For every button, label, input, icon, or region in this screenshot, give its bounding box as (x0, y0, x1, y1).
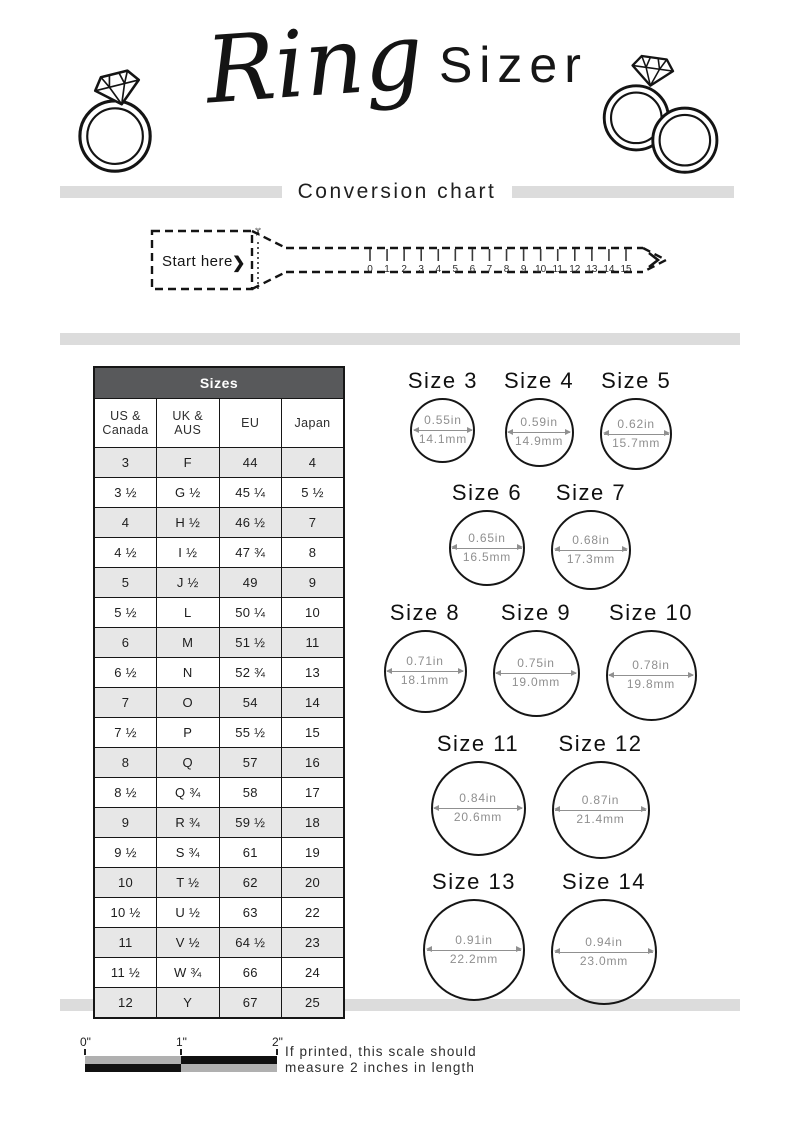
ring-size-circle (606, 630, 697, 721)
table-cell: 10 (94, 868, 157, 898)
table-cell: 47 ¾ (219, 538, 282, 568)
table-cell: 20 (282, 868, 345, 898)
table-cell: 9 (282, 568, 345, 598)
diameter-inches: 0.91in (455, 932, 493, 947)
table-row (94, 838, 344, 868)
table-cell: 61 (219, 838, 282, 868)
table-cell: P (157, 718, 220, 748)
ruler-number: 10 (535, 264, 547, 275)
table-cell: 6 ½ (94, 658, 157, 688)
diameter-arrow-line (452, 548, 521, 549)
table-cell: 22 (282, 898, 345, 928)
print-scale-note-line1: If printed, this scale should (285, 1044, 477, 1059)
table-cell: W ¾ (157, 958, 220, 988)
ring-size-circle (551, 899, 657, 1005)
table-cell: 49 (219, 568, 282, 598)
scale-tick (180, 1049, 182, 1055)
table-cell: 63 (219, 898, 282, 928)
table-cell: Y (157, 988, 220, 1019)
table-cell: 14 (282, 688, 345, 718)
ring-size-circle (384, 630, 467, 713)
diamond-ring-icon (58, 58, 176, 180)
table-cell: 7 ½ (94, 718, 157, 748)
table-cell: 25 (282, 988, 345, 1019)
ring-size-circle (410, 398, 475, 463)
table-cell: 8 (282, 538, 345, 568)
table-row (94, 478, 344, 508)
table-cell: N (157, 658, 220, 688)
conversion-table (93, 366, 345, 1019)
scale-tick-label: 1" (176, 1035, 187, 1049)
ring-size-card (504, 368, 574, 467)
ring-size-circle (493, 630, 580, 717)
column-header-uk-aus: UK & AUS (157, 399, 220, 448)
ruler-number: 6 (469, 264, 476, 275)
ruler-number: 5 (452, 264, 459, 275)
ring-size-label: Size 12 (558, 731, 643, 756)
table-row (94, 868, 344, 898)
ruler-number: 9 (520, 264, 527, 275)
ring-size-circle (600, 398, 672, 470)
diameter-arrow-line (555, 550, 628, 551)
table-row (94, 778, 344, 808)
table-cell: 54 (219, 688, 282, 718)
ruler-number: 1 (384, 264, 390, 275)
ruler-number: 0 (367, 264, 373, 275)
table-cell: Q ¾ (157, 778, 220, 808)
ruler-number: 11 (552, 264, 563, 275)
ring-size-label: Size 6 (451, 480, 523, 505)
wedding-rings-icon (592, 45, 734, 181)
title-main-word: Sizer (438, 37, 588, 93)
diameter-inches: 0.78in (632, 658, 670, 673)
ring-size-label: Size 3 (407, 368, 478, 393)
ruler-number: 4 (435, 264, 442, 275)
table-cell: 59 ½ (219, 808, 282, 838)
ring-sizer-strip-diagram (138, 218, 683, 313)
print-scale-note (285, 1044, 477, 1076)
diameter-inches: 0.71in (406, 654, 444, 669)
circle-row (356, 731, 724, 859)
ring-size-card (408, 368, 478, 463)
column-header-eu: EU (219, 399, 282, 448)
circle-row (356, 368, 724, 470)
table-cell: 16 (282, 748, 345, 778)
table-cell: 46 ½ (219, 508, 282, 538)
table-cell: T ½ (157, 868, 220, 898)
print-scale-note-line2: measure 2 inches in length (285, 1060, 475, 1075)
column-header-us-canada: US & Canada (94, 399, 157, 448)
diameter-inches: 0.59in (520, 415, 558, 430)
table-cell: 8 ½ (94, 778, 157, 808)
table-cell: 67 (219, 988, 282, 1019)
diameter-inches: 0.75in (517, 656, 555, 671)
diameter-mm: 20.6mm (453, 810, 503, 824)
column-header-japan: Japan (282, 399, 345, 448)
diameter-arrow-line (604, 434, 669, 435)
scale-segment (181, 1064, 277, 1072)
ring-size-label: Size 7 (555, 480, 627, 505)
table-cell: 44 (219, 448, 282, 478)
ruler-number: 7 (486, 264, 493, 275)
ring-size-card (606, 600, 697, 721)
circle-row (356, 480, 724, 590)
start-here-chevron-icon: ❯ (232, 255, 246, 272)
ring-size-circle (423, 899, 525, 1001)
diameter-arrow-line (387, 671, 463, 672)
table-row (94, 718, 344, 748)
table-cell: 58 (219, 778, 282, 808)
table-cell: 45 ¼ (219, 478, 282, 508)
table-cell: 9 (94, 808, 157, 838)
ring-size-card (551, 869, 657, 1005)
table-row (94, 508, 344, 538)
table-row (94, 568, 344, 598)
ring-size-card (600, 368, 672, 470)
table-cell: 12 (94, 988, 157, 1019)
table-cell: V ½ (157, 928, 220, 958)
circle-row (356, 600, 724, 721)
ring-size-circles-panel (356, 368, 724, 1015)
start-here-label: Start here (162, 253, 233, 270)
scale-tick-label: 0" (80, 1035, 91, 1049)
scale-segment (85, 1056, 181, 1064)
table-row (94, 808, 344, 838)
diameter-inches: 0.87in (581, 792, 620, 807)
table-cell: 18 (282, 808, 345, 838)
ring-size-label: Size 14 (562, 869, 646, 894)
diameter-mm: 19.0mm (511, 675, 561, 689)
table-cell: M (157, 628, 220, 658)
table-cell: 24 (282, 958, 345, 988)
diameter-arrow-line (555, 810, 645, 811)
table-cell: 13 (282, 658, 345, 688)
diameter-mm: 21.4mm (576, 811, 625, 826)
table-cell: O (157, 688, 220, 718)
subtitle-bar-left (60, 186, 282, 198)
diameter-inches: 0.84in (459, 791, 497, 806)
scale-tick (276, 1049, 278, 1055)
subtitle-bar-right (512, 186, 734, 198)
ruler-number: 8 (503, 264, 510, 275)
diameter-mm: 23.0mm (579, 953, 629, 968)
table-cell: 9 ½ (94, 838, 157, 868)
ring-size-card (551, 480, 631, 590)
table-cell: L (157, 598, 220, 628)
table-cell: R ¾ (157, 808, 220, 838)
table-cell: 3 ½ (94, 478, 157, 508)
table-cell: 52 ¾ (219, 658, 282, 688)
ring-size-card (423, 869, 525, 1001)
table-cell: 11 ½ (94, 958, 157, 988)
ruler-number: 15 (620, 264, 632, 275)
table-cell: 23 (282, 928, 345, 958)
diameter-mm: 16.5mm (462, 549, 512, 564)
divider-bar-top (60, 333, 740, 345)
diameter-arrow-line (555, 952, 653, 953)
table-cell: 55 ½ (219, 718, 282, 748)
diameter-mm: 18.1mm (400, 673, 450, 687)
table-cell: 6 (94, 628, 157, 658)
table-cell: J ½ (157, 568, 220, 598)
table-row (94, 898, 344, 928)
diameter-mm: 14.1mm (418, 432, 467, 446)
ruler-number: 2 (401, 264, 407, 275)
ring-size-label: Size 8 (389, 600, 461, 625)
table-cell: 10 (282, 598, 345, 628)
table-cell: 17 (282, 778, 345, 808)
scale-tick-label: 2" (272, 1035, 283, 1049)
diameter-arrow-line (609, 675, 693, 676)
ring-size-card (493, 600, 580, 717)
diameter-inches: 0.65in (468, 530, 506, 545)
table-row (94, 688, 344, 718)
table-cell: 66 (219, 958, 282, 988)
ring-size-label: Size 13 (432, 869, 516, 894)
ring-size-card (449, 480, 525, 586)
scale-segment (181, 1056, 277, 1064)
subtitle-row (60, 180, 734, 204)
ring-size-label: Size 11 (436, 731, 520, 756)
ring-size-label: Size 4 (504, 368, 575, 393)
table-header-row (94, 399, 344, 448)
ruler-number: 12 (569, 264, 581, 275)
ring-size-circle (552, 761, 650, 859)
table-cell: 64 ½ (219, 928, 282, 958)
table-cell: G ½ (157, 478, 220, 508)
circle-row (356, 869, 724, 1005)
diameter-mm: 19.8mm (626, 677, 676, 691)
ring-size-card (431, 731, 526, 856)
table-cell: 7 (282, 508, 345, 538)
diameter-inches: 0.62in (617, 416, 655, 431)
table-cell: F (157, 448, 220, 478)
ruler-number: 14 (603, 264, 615, 275)
diameter-inches: 0.94in (585, 934, 623, 949)
table-cell: S ¾ (157, 838, 220, 868)
ruler-number: 3 (418, 264, 424, 275)
table-row (94, 988, 344, 1019)
ring-size-circle (505, 398, 574, 467)
table-cell: 11 (282, 628, 345, 658)
ring-size-circle (551, 510, 631, 590)
ruler-number: 13 (586, 264, 598, 275)
table-row (94, 958, 344, 988)
ring-size-label: Size 10 (609, 600, 693, 625)
table-cell: 4 (282, 448, 345, 478)
table-row (94, 538, 344, 568)
table-cell: I ½ (157, 538, 220, 568)
diameter-inches: 0.55in (424, 413, 462, 428)
table-cell: 4 (94, 508, 157, 538)
table-row (94, 448, 344, 478)
ring-size-label: Size 5 (601, 368, 672, 393)
diameter-arrow-line (496, 673, 576, 674)
table-row (94, 658, 344, 688)
diameter-mm: 22.2mm (449, 951, 499, 966)
table-cell: 19 (282, 838, 345, 868)
table-cell: 7 (94, 688, 157, 718)
subtitle-text: Conversion chart (297, 180, 497, 203)
ring-size-circle (449, 510, 525, 586)
scale-tick (84, 1049, 86, 1055)
ring-size-card (384, 600, 467, 713)
table-cell: U ½ (157, 898, 220, 928)
print-scale (80, 1035, 743, 1095)
table-cell: 62 (219, 868, 282, 898)
table-cell: 10 ½ (94, 898, 157, 928)
scissors-icon: ✂ (251, 227, 263, 237)
table-row (94, 748, 344, 778)
diameter-arrow-line (427, 950, 521, 951)
scale-segment (85, 1064, 181, 1072)
table-title: Sizes (94, 367, 344, 399)
diameter-arrow-line (508, 432, 570, 433)
ring-size-label: Size 9 (500, 600, 572, 625)
table-cell: 11 (94, 928, 157, 958)
diameter-mm: 17.3mm (566, 551, 616, 566)
table-cell: 3 (94, 448, 157, 478)
table-row (94, 598, 344, 628)
table-cell: 4 ½ (94, 538, 157, 568)
table-cell: 50 ¼ (219, 598, 282, 628)
table-cell: 5 (94, 568, 157, 598)
diameter-arrow-line (434, 808, 521, 809)
ring-size-circle (431, 761, 526, 856)
diameter-mm: 15.7mm (612, 435, 661, 450)
diameter-arrow-line (414, 430, 473, 431)
diameter-mm: 14.9mm (515, 434, 564, 448)
table-cell: 8 (94, 748, 157, 778)
table-cell: H ½ (157, 508, 220, 538)
table-cell: 5 ½ (282, 478, 345, 508)
title-script-word: Ring (202, 2, 427, 125)
table-row (94, 628, 344, 658)
diameter-inches: 0.68in (572, 532, 610, 547)
table-cell: 5 ½ (94, 598, 157, 628)
table-cell: 57 (219, 748, 282, 778)
ring-size-card (552, 731, 650, 859)
table-row (94, 928, 344, 958)
table-cell: Q (157, 748, 220, 778)
table-cell: 15 (282, 718, 345, 748)
table-cell: 51 ½ (219, 628, 282, 658)
